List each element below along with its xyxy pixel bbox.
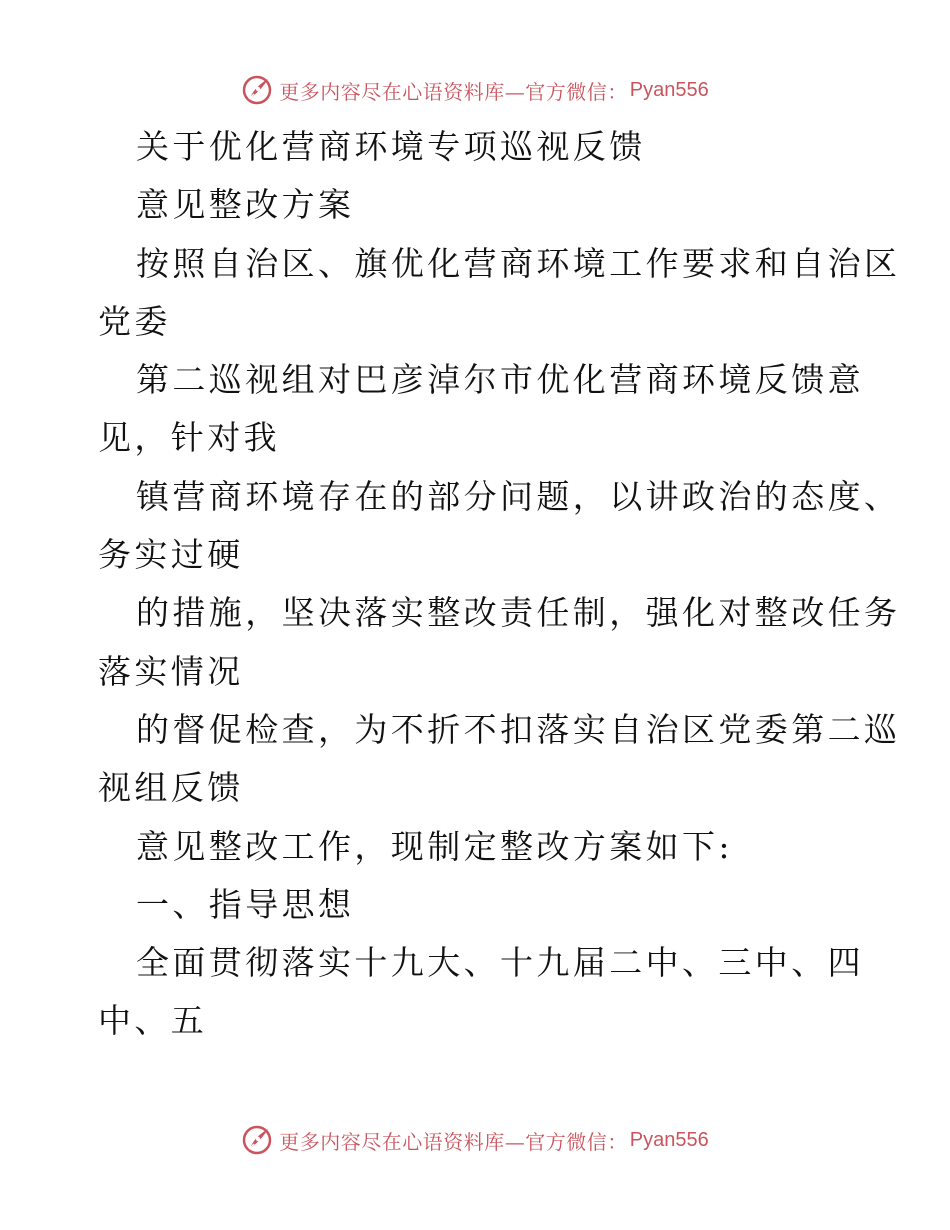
paragraph-line: 党委 [98, 301, 171, 341]
paragraph-line: 视组反馈 [98, 768, 244, 808]
paragraph-line: 务实过硬 [98, 535, 244, 575]
doc-title-line-1: 关于优化营商环境专项巡视反馈 [136, 127, 646, 166]
watermark-text: 更多内容尽在心语资料库—官方微信： [279, 79, 628, 104]
watermark-wechat-id: Pyan556 [629, 78, 709, 101]
paragraph-line: 第二巡视组对巴彦淖尔市优化营商环境反馈意 [136, 360, 864, 400]
paragraph-line: 镇营商环境存在的部分问题，以讲政治的态度、 [136, 476, 901, 516]
paragraph-line: 意见整改工作，现制定整改方案如下: [136, 826, 733, 866]
watermark-wechat-id: Pyan556 [629, 1128, 709, 1151]
section-heading: 一、指导思想 [136, 884, 355, 924]
paragraph-line: 见，针对我 [98, 418, 280, 458]
paragraph-line: 的措施，坚决落实整改责任制，强化对整改任务 [136, 593, 901, 633]
paragraph-line: 全面贯彻落实十九大、十九届二中、三中、四 [136, 943, 864, 983]
header-watermark [0, 72, 950, 108]
paragraph-line: 中、五 [98, 1001, 208, 1041]
paragraph-line: 落实情况 [98, 651, 244, 691]
document-body [98, 118, 901, 1051]
footer-watermark [0, 1122, 950, 1158]
paragraph-line: 的督促检查，为不折不扣落实自治区党委第二巡 [136, 709, 901, 749]
quill-logo-icon [241, 1124, 273, 1156]
doc-title-line-2: 意见整改方案 [136, 185, 355, 225]
quill-logo-icon [241, 74, 273, 106]
watermark-text: 更多内容尽在心语资料库—官方微信： [279, 1129, 628, 1154]
paragraph-line: 按照自治区、旗优化营商环境工作要求和自治区 [136, 243, 901, 283]
